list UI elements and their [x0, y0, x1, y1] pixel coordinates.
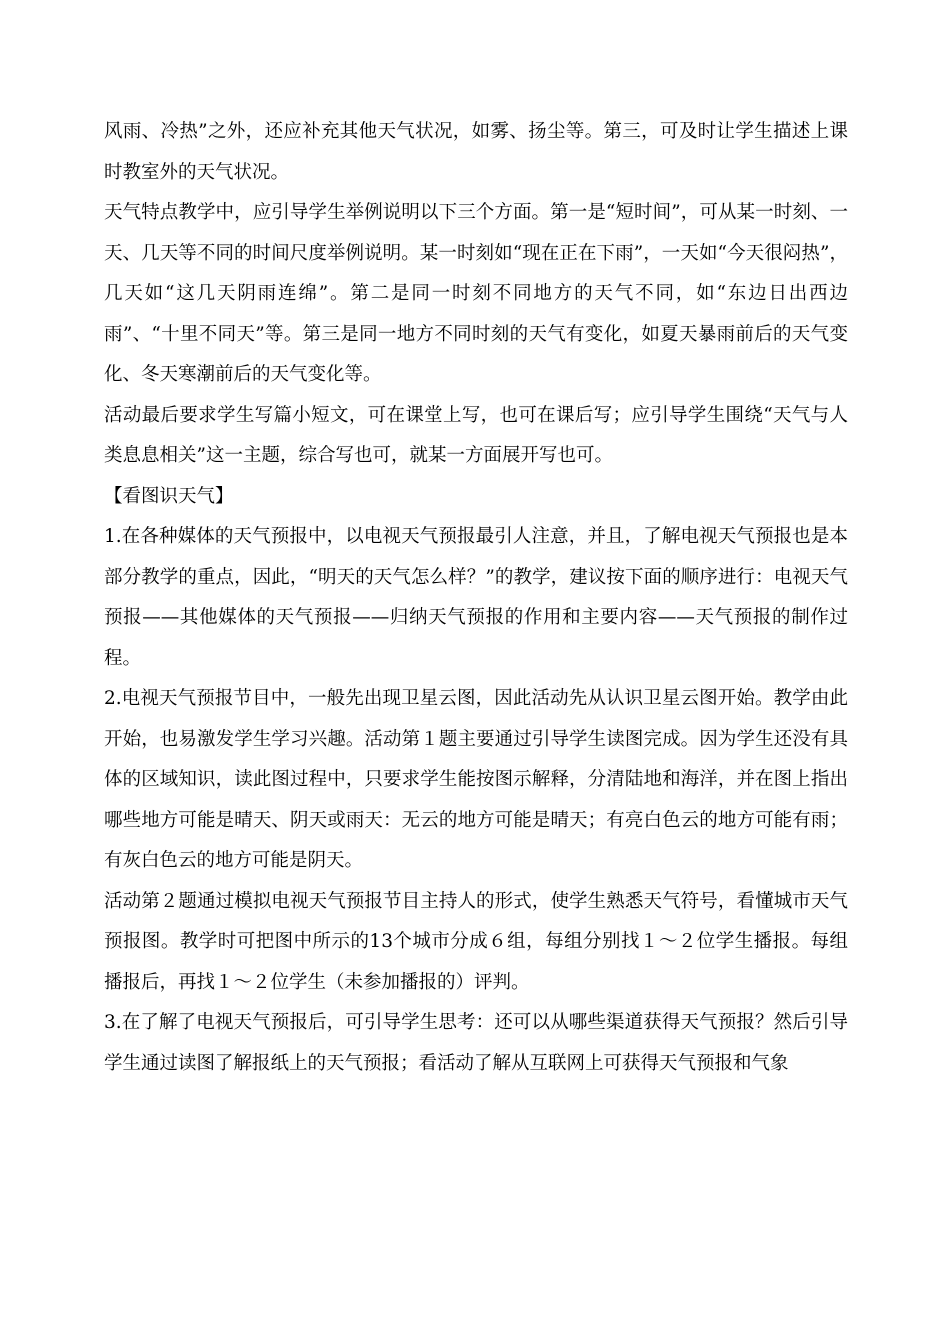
paragraph: 活动最后要求学生写篇小短文，可在课堂上写，也可在课后写；应引导学生围绕“天气与人类息息相关”这一主题，综合写也可，就某一方面展开写也可。	[104, 404, 848, 466]
section-heading: 【看图识天气】	[104, 485, 234, 507]
paragraph: 风雨、冷热”之外，还应补充其他天气状况，如雾、扬尘等。第三，可及时让学生描述上课时教室外的天气状况。	[104, 121, 848, 183]
paragraph: 1.在各种媒体的天气预报中，以电视天气预报最引人注意，并且，了解电视天气预报也是本部分教学的重点，因此，“明天的天气怎么样？”的教学，建议按下面的顺序进行：电视天气预报——其他媒体的天气预报——归纳天气预报的作用和主要内容——天气预报的制作过程。	[104, 526, 848, 669]
paragraph: 天气特点教学中，应引导学生举例说明以下三个方面。第一是“短时间”，可从某一时刻、一天、几天等不同的时间尺度举例说明。某一时刻如“现在正在下雨”，一天如“今天很闷热”，几天如“这几天阴雨连绵”。第二是同一时刻不同地方的天气不同，如“东边日出西边雨”、“十里不同天”等。第三是同一地方不同时刻的天气有变化，如夏天暴雨前后的天气变化、冬天寒潮前后的天气变化等。	[104, 202, 848, 385]
paragraph: 活动第２题通过模拟电视天气预报节目主持人的形式，使学生熟悉天气符号，看懂城市天气预报图。教学时可把图中所示的13个城市分成６组，每组分别找１～２位学生播报。每组播报后，再找１～２位学生（未参加播报的）评判。	[104, 890, 848, 993]
paragraph: 2.电视天气预报节目中，一般先出现卫星云图，因此活动先从认识卫星云图开始。教学由此开始，也易激发学生学习兴趣。活动第１题主要通过引导学生读图完成。因为学生还没有具体的区域知识，读此图过程中，只要求学生能按图示解释，分清陆地和海洋，并在图上指出哪些地方可能是晴天、阴天或雨天：无云的地方可能是晴天；有亮白色云的地方可能有雨；有灰白色云的地方可能是阴天。	[104, 688, 848, 871]
document-body	[104, 112, 848, 1084]
paragraph: 3.在了解了电视天气预报后，可引导学生思考：还可以从哪些渠道获得天气预报？然后引导学生通过读图了解报纸上的天气预报；看活动了解从互联网上可获得天气预报和气象	[104, 1012, 848, 1074]
